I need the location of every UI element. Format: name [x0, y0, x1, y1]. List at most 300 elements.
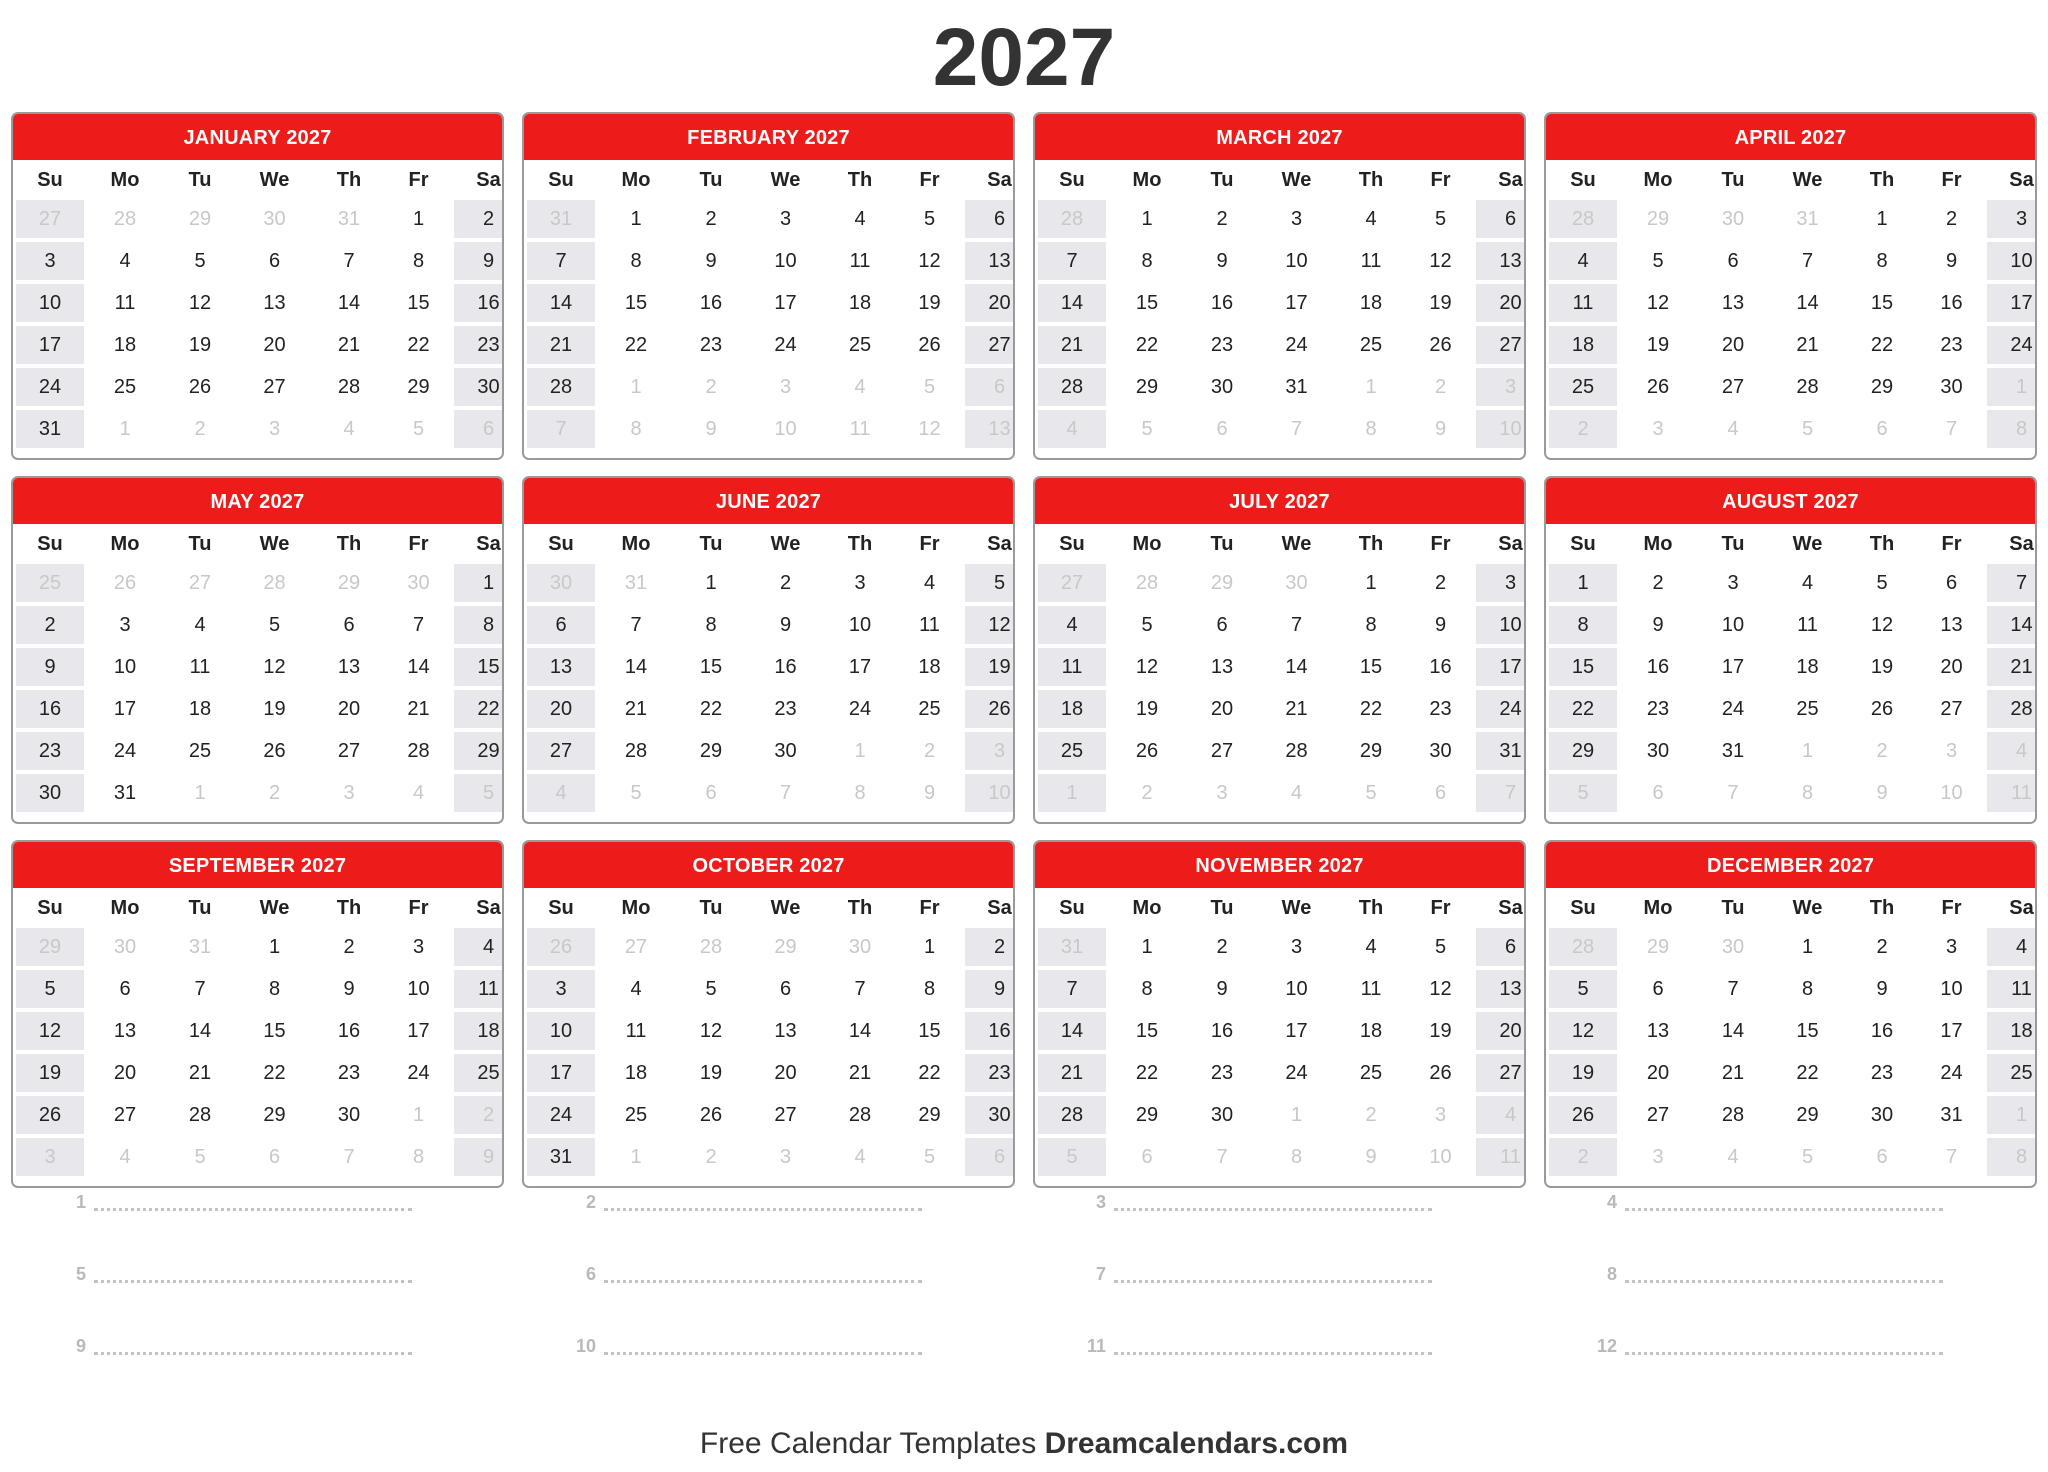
month-title: AUGUST 2027: [1546, 478, 2035, 524]
note-line[interactable]: [568, 1264, 922, 1285]
days-grid: [13, 524, 502, 822]
note-line[interactable]: [1589, 1336, 1943, 1357]
day-cell: 3: [527, 970, 595, 1008]
adjacent-month-day: 31: [1038, 928, 1106, 966]
day-cell: 11: [87, 284, 163, 322]
day-cell: 29: [386, 368, 451, 406]
day-cell: 30: [1848, 1096, 1916, 1134]
day-cell: 3: [1476, 564, 1526, 602]
day-cell: 20: [1188, 690, 1256, 728]
adjacent-month-day: 3: [1188, 774, 1256, 812]
adjacent-month-day: 1: [1337, 368, 1405, 406]
adjacent-month-day: 4: [826, 1138, 894, 1176]
adjacent-month-day: 27: [598, 928, 674, 966]
day-cell: 24: [1259, 326, 1334, 364]
weekday-header: Mo: [1643, 169, 1673, 191]
day-cell: 28: [527, 368, 595, 406]
day-cell: 11: [1337, 242, 1405, 280]
note-number: 6: [585, 1264, 596, 1284]
day-cell: 22: [237, 1054, 312, 1092]
day-cell: 13: [1476, 242, 1526, 280]
note-line[interactable]: [1589, 1192, 1943, 1213]
weekday-header: Fr: [408, 533, 429, 555]
note-line[interactable]: [1078, 1264, 1432, 1285]
day-cell: 23: [1188, 326, 1256, 364]
day-cell: 11: [1987, 970, 2037, 1008]
adjacent-month-day: 30: [1259, 564, 1334, 602]
day-cell: 17: [1699, 648, 1767, 686]
adjacent-month-day: 9: [1408, 410, 1473, 448]
day-cell: 27: [1188, 732, 1256, 770]
day-cell: 5: [897, 200, 962, 238]
day-cell: 18: [87, 326, 163, 364]
day-cell: 14: [1259, 648, 1334, 686]
day-cell: 18: [826, 284, 894, 322]
day-cell: 6: [1188, 606, 1256, 644]
adjacent-month-day: 6: [965, 1138, 1015, 1176]
day-cell: 2: [1408, 564, 1473, 602]
days-grid: [524, 524, 1013, 822]
weekday-header: Th: [1358, 169, 1384, 191]
day-cell: 5: [677, 970, 745, 1008]
weekday-header: Sa: [987, 897, 1012, 919]
day-cell: 26: [16, 1096, 84, 1134]
day-cell: 7: [598, 606, 674, 644]
weekday-header: Th: [1869, 533, 1895, 555]
day-cell: 3: [826, 564, 894, 602]
day-cell: 13: [1620, 1012, 1696, 1050]
day-cell: 16: [16, 690, 84, 728]
adjacent-month-day: 27: [1038, 564, 1106, 602]
weekday-header: Mo: [1643, 897, 1673, 919]
note-number: 12: [1596, 1336, 1617, 1356]
adjacent-month-day: 5: [1770, 410, 1845, 448]
note-line[interactable]: [1078, 1336, 1432, 1357]
day-cell: 19: [237, 690, 312, 728]
adjacent-month-day: 9: [454, 1138, 504, 1176]
day-cell: 22: [1337, 690, 1405, 728]
day-cell: 18: [1549, 326, 1617, 364]
day-cell: 16: [677, 284, 745, 322]
adjacent-month-day: 3: [1620, 410, 1696, 448]
weekday-header: Fr: [1941, 533, 1962, 555]
adjacent-month-day: 7: [1259, 410, 1334, 448]
weekday-header: Mo: [621, 533, 651, 555]
day-cell: 18: [454, 1012, 504, 1050]
weekday-header: Sa: [476, 533, 501, 555]
days-grid: [1035, 160, 1524, 458]
adjacent-month-day: 2: [677, 368, 745, 406]
day-cell: 24: [1699, 690, 1767, 728]
note-line[interactable]: [1078, 1192, 1432, 1213]
weekday-header: Mo: [1132, 169, 1162, 191]
day-cell: 7: [315, 242, 383, 280]
day-cell: 29: [1549, 732, 1617, 770]
note-number: 2: [585, 1192, 596, 1212]
day-cell: 26: [1408, 326, 1473, 364]
day-cell: 15: [1770, 1012, 1845, 1050]
day-cell: 5: [1408, 200, 1473, 238]
day-cell: 9: [1848, 970, 1916, 1008]
day-cell: 22: [386, 326, 451, 364]
day-cell: 31: [1919, 1096, 1984, 1134]
weekday-header: We: [1281, 897, 1312, 919]
adjacent-month-day: 2: [1337, 1096, 1405, 1134]
day-cell: 9: [1188, 970, 1256, 1008]
day-cell: 4: [1337, 928, 1405, 966]
month-title: OCTOBER 2027: [524, 842, 1013, 888]
day-cell: 22: [1109, 326, 1185, 364]
day-cell: 13: [1476, 970, 1526, 1008]
adjacent-month-day: 2: [237, 774, 312, 812]
day-cell: 28: [315, 368, 383, 406]
day-cell: 23: [1408, 690, 1473, 728]
dotted-line: [604, 1194, 922, 1211]
day-cell: 18: [1770, 648, 1845, 686]
day-cell: 23: [454, 326, 504, 364]
weekday-header: Su: [37, 533, 63, 555]
adjacent-month-day: 7: [1919, 410, 1984, 448]
adjacent-month-day: 2: [1109, 774, 1185, 812]
day-cell: 27: [1620, 1096, 1696, 1134]
day-cell: 17: [748, 284, 823, 322]
adjacent-month-day: 29: [1620, 928, 1696, 966]
note-number: 4: [1606, 1192, 1617, 1212]
day-cell: 4: [897, 564, 962, 602]
day-cell: 1: [1109, 200, 1185, 238]
weekday-header: Mo: [621, 169, 651, 191]
day-cell: 3: [1259, 928, 1334, 966]
day-cell: 3: [386, 928, 451, 966]
day-cell: 16: [965, 1012, 1015, 1050]
weekday-header: Sa: [2009, 897, 2034, 919]
day-cell: 24: [1919, 1054, 1984, 1092]
adjacent-month-day: 11: [1987, 774, 2037, 812]
day-cell: 8: [1337, 606, 1405, 644]
adjacent-month-day: 3: [16, 1138, 84, 1176]
day-cell: 1: [1337, 564, 1405, 602]
day-cell: 2: [677, 200, 745, 238]
day-cell: 16: [1188, 284, 1256, 322]
month-title: NOVEMBER 2027: [1035, 842, 1524, 888]
day-cell: 4: [454, 928, 504, 966]
month-calendar: [1033, 112, 1526, 460]
day-cell: 14: [1987, 606, 2037, 644]
day-cell: 8: [1109, 970, 1185, 1008]
day-cell: 4: [1038, 606, 1106, 644]
day-cell: 25: [1038, 732, 1106, 770]
adjacent-month-day: 4: [1699, 1138, 1767, 1176]
day-cell: 15: [1109, 1012, 1185, 1050]
weekday-header: Su: [37, 897, 63, 919]
day-cell: 28: [1259, 732, 1334, 770]
adjacent-month-day: 3: [748, 368, 823, 406]
adjacent-month-day: 30: [527, 564, 595, 602]
weekday-header: Tu: [1210, 533, 1234, 555]
day-cell: 18: [897, 648, 962, 686]
adjacent-month-day: 3: [1476, 368, 1526, 406]
day-cell: 27: [748, 1096, 823, 1134]
day-cell: 9: [965, 970, 1015, 1008]
day-cell: 19: [1620, 326, 1696, 364]
day-cell: 28: [1038, 368, 1106, 406]
day-cell: 7: [1770, 242, 1845, 280]
weekday-header: Th: [1869, 897, 1895, 919]
adjacent-month-day: 2: [1549, 410, 1617, 448]
weekday-header: Fr: [408, 897, 429, 919]
day-cell: 29: [1337, 732, 1405, 770]
day-cell: 21: [386, 690, 451, 728]
weekday-header: We: [259, 169, 290, 191]
day-cell: 21: [1699, 1054, 1767, 1092]
day-cell: 28: [166, 1096, 234, 1134]
weekday-header: Th: [847, 533, 873, 555]
footer-site-link[interactable]: Dreamcalendars.com: [1044, 1427, 1349, 1460]
weekday-header: Mo: [1132, 533, 1162, 555]
day-cell: 10: [1919, 970, 1984, 1008]
day-cell: 19: [677, 1054, 745, 1092]
day-cell: 4: [166, 606, 234, 644]
day-cell: 28: [1770, 368, 1845, 406]
adjacent-month-day: 4: [1987, 732, 2037, 770]
adjacent-month-day: 5: [1770, 1138, 1845, 1176]
weekday-header: Su: [1059, 169, 1085, 191]
adjacent-month-day: 26: [87, 564, 163, 602]
weekday-header: Tu: [188, 897, 212, 919]
day-cell: 1: [237, 928, 312, 966]
day-cell: 29: [237, 1096, 312, 1134]
days-grid: [1035, 888, 1524, 1186]
day-cell: 2: [1188, 928, 1256, 966]
weekday-header: Su: [548, 897, 574, 919]
adjacent-month-day: 1: [166, 774, 234, 812]
day-cell: 25: [454, 1054, 504, 1092]
adjacent-month-day: 2: [454, 1096, 504, 1134]
dotted-line: [1625, 1194, 1943, 1211]
note-line[interactable]: [58, 1264, 412, 1285]
adjacent-month-day: 3: [1408, 1096, 1473, 1134]
weekday-header: Th: [336, 533, 362, 555]
adjacent-month-day: 29: [166, 200, 234, 238]
adjacent-month-day: 28: [87, 200, 163, 238]
weekday-header: Su: [1570, 897, 1596, 919]
day-cell: 13: [237, 284, 312, 322]
weekday-header: Fr: [1430, 169, 1451, 191]
adjacent-month-day: 27: [166, 564, 234, 602]
day-cell: 20: [1476, 1012, 1526, 1050]
day-cell: 22: [1109, 1054, 1185, 1092]
month-title: JULY 2027: [1035, 478, 1524, 524]
adjacent-month-day: 7: [1188, 1138, 1256, 1176]
note-line[interactable]: [58, 1192, 412, 1213]
adjacent-month-day: 3: [1620, 1138, 1696, 1176]
adjacent-month-day: 8: [1987, 1138, 2037, 1176]
day-cell: 12: [1109, 648, 1185, 686]
day-cell: 29: [454, 732, 504, 770]
adjacent-month-day: 5: [1038, 1138, 1106, 1176]
dotted-line: [94, 1338, 412, 1355]
day-cell: 8: [454, 606, 504, 644]
day-cell: 3: [1699, 564, 1767, 602]
adjacent-month-day: 13: [965, 410, 1015, 448]
weekday-header: Su: [548, 533, 574, 555]
day-cell: 8: [1770, 970, 1845, 1008]
adjacent-month-day: 31: [527, 200, 595, 238]
adjacent-month-day: 7: [1919, 1138, 1984, 1176]
day-cell: 30: [16, 774, 84, 812]
weekday-header: Th: [847, 169, 873, 191]
day-cell: 3: [1919, 928, 1984, 966]
adjacent-month-day: 30: [1699, 200, 1767, 238]
day-cell: 23: [1848, 1054, 1916, 1092]
month-title: JUNE 2027: [524, 478, 1013, 524]
day-cell: 1: [677, 564, 745, 602]
weekday-header: Su: [37, 169, 63, 191]
day-cell: 31: [1259, 368, 1334, 406]
days-grid: [1035, 524, 1524, 822]
day-cell: 11: [454, 970, 504, 1008]
day-cell: 13: [748, 1012, 823, 1050]
day-cell: 23: [1620, 690, 1696, 728]
day-cell: 12: [965, 606, 1015, 644]
day-cell: 24: [1259, 1054, 1334, 1092]
adjacent-month-day: 12: [897, 410, 962, 448]
day-cell: 29: [1848, 368, 1916, 406]
day-cell: 21: [1259, 690, 1334, 728]
month-title: FEBRUARY 2027: [524, 114, 1013, 160]
adjacent-month-day: 3: [965, 732, 1015, 770]
day-cell: 15: [454, 648, 504, 686]
weekday-header: Su: [1059, 897, 1085, 919]
adjacent-month-day: 4: [527, 774, 595, 812]
adjacent-month-day: 1: [1259, 1096, 1334, 1134]
day-cell: 12: [1848, 606, 1916, 644]
day-cell: 8: [1109, 242, 1185, 280]
adjacent-month-day: 7: [748, 774, 823, 812]
day-cell: 27: [1476, 1054, 1526, 1092]
weekday-header: Th: [847, 897, 873, 919]
weekday-header: We: [1281, 169, 1312, 191]
weekday-header: Sa: [476, 169, 501, 191]
note-line[interactable]: [58, 1336, 412, 1357]
weekday-header: We: [1792, 533, 1823, 555]
day-cell: 14: [1699, 1012, 1767, 1050]
day-cell: 22: [677, 690, 745, 728]
day-cell: 22: [1549, 690, 1617, 728]
day-cell: 9: [1919, 242, 1984, 280]
day-cell: 4: [87, 242, 163, 280]
day-cell: 28: [386, 732, 451, 770]
day-cell: 6: [1919, 564, 1984, 602]
day-cell: 5: [1109, 606, 1185, 644]
adjacent-month-day: 7: [1476, 774, 1526, 812]
weekday-header: Fr: [919, 169, 940, 191]
adjacent-month-day: 8: [386, 1138, 451, 1176]
weekday-header: Sa: [1498, 169, 1523, 191]
day-cell: 19: [1109, 690, 1185, 728]
day-cell: 11: [1038, 648, 1106, 686]
days-grid: [13, 160, 502, 458]
day-cell: 27: [1919, 690, 1984, 728]
month-title: JANUARY 2027: [13, 114, 502, 160]
day-cell: 8: [598, 242, 674, 280]
day-cell: 28: [1699, 1096, 1767, 1134]
day-cell: 15: [598, 284, 674, 322]
note-line[interactable]: [568, 1336, 922, 1357]
note-line[interactable]: [568, 1192, 922, 1213]
day-cell: 8: [1549, 606, 1617, 644]
day-cell: 25: [1337, 326, 1405, 364]
months-grid: [11, 112, 2037, 1188]
day-cell: 17: [87, 690, 163, 728]
adjacent-month-day: 27: [16, 200, 84, 238]
weekday-header: Tu: [1210, 897, 1234, 919]
weekday-header: Fr: [1941, 169, 1962, 191]
weekday-header: Su: [1059, 533, 1085, 555]
day-cell: 19: [1408, 284, 1473, 322]
adjacent-month-day: 4: [315, 410, 383, 448]
day-cell: 7: [1259, 606, 1334, 644]
note-line[interactable]: [1589, 1264, 1943, 1285]
day-cell: 26: [965, 690, 1015, 728]
day-cell: 14: [386, 648, 451, 686]
note-number: 8: [1606, 1264, 1617, 1284]
day-cell: 26: [677, 1096, 745, 1134]
adjacent-month-day: 3: [748, 1138, 823, 1176]
weekday-header: Tu: [1721, 533, 1745, 555]
adjacent-month-day: 3: [237, 410, 312, 448]
month-calendar: [1033, 476, 1526, 824]
weekday-header: Sa: [476, 897, 501, 919]
day-cell: 7: [166, 970, 234, 1008]
day-cell: 17: [1476, 648, 1526, 686]
dotted-line: [1625, 1338, 1943, 1355]
day-cell: 19: [16, 1054, 84, 1092]
weekday-header: Th: [1358, 897, 1384, 919]
day-cell: 19: [1549, 1054, 1617, 1092]
day-cell: 28: [598, 732, 674, 770]
weekday-header: We: [1792, 897, 1823, 919]
day-cell: 2: [315, 928, 383, 966]
day-cell: 17: [1259, 1012, 1334, 1050]
day-cell: 26: [1620, 368, 1696, 406]
day-cell: 29: [1770, 1096, 1845, 1134]
adjacent-month-day: 28: [1038, 200, 1106, 238]
weekday-header: Fr: [919, 897, 940, 919]
adjacent-month-day: 2: [897, 732, 962, 770]
day-cell: 15: [1337, 648, 1405, 686]
day-cell: 17: [16, 326, 84, 364]
day-cell: 26: [1848, 690, 1916, 728]
weekday-header: Su: [548, 169, 574, 191]
adjacent-month-day: 4: [1699, 410, 1767, 448]
day-cell: 26: [166, 368, 234, 406]
footer: [0, 1424, 2048, 1464]
adjacent-month-day: 31: [1770, 200, 1845, 238]
footer-text: Free Calendar Templates: [699, 1427, 1037, 1460]
day-cell: 10: [1987, 242, 2037, 280]
day-cell: 15: [386, 284, 451, 322]
day-cell: 24: [386, 1054, 451, 1092]
day-cell: 24: [1476, 690, 1526, 728]
weekday-header: We: [770, 169, 801, 191]
day-cell: 9: [748, 606, 823, 644]
day-cell: 3: [1259, 200, 1334, 238]
adjacent-month-day: 6: [1848, 1138, 1916, 1176]
day-cell: 10: [1476, 606, 1526, 644]
weekday-header: Th: [336, 897, 362, 919]
day-cell: 27: [1476, 326, 1526, 364]
